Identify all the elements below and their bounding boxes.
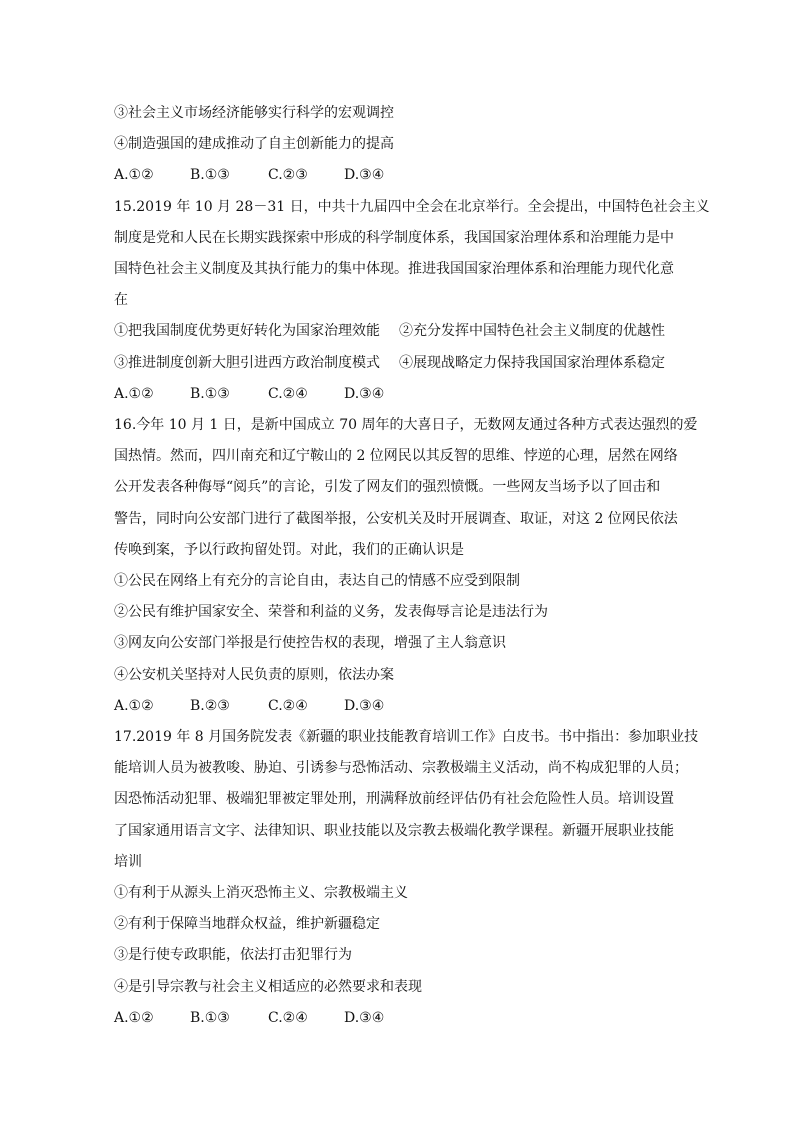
question-stem-line: 传唤到案，予以行政拘留处罚。对此，我们的正确认识是 bbox=[114, 541, 464, 558]
question-stem-line: 17.2019 年 8 月国务院发表《新疆的职业技能教育培训工作》白皮书。书中指出：参加职业技 bbox=[114, 729, 699, 746]
question-stem-line: 16.今年 10 月 1 日，是新中国成立 70 周年的大喜日子，无数网友通过各种方式表达强烈的爱 bbox=[114, 417, 698, 434]
answer-options bbox=[114, 379, 680, 410]
question-14-tail bbox=[114, 98, 680, 192]
statement-3: ③推进制度创新大胆引进西方政治制度模式 bbox=[114, 354, 380, 371]
statement-4: ④展现战略定力保持我国国家治理体系稳定 bbox=[399, 354, 665, 371]
option-c: C.②④ bbox=[268, 385, 308, 402]
question-stem-line: 公开发表各种侮辱“阅兵”的言论，引发了网友们的强烈愤慨。一些网友当场予以了回击和 bbox=[114, 479, 661, 496]
question-stem-line: 在 bbox=[114, 292, 128, 309]
question-17 bbox=[114, 722, 699, 1034]
option-b: B.①③ bbox=[190, 167, 230, 184]
question-16 bbox=[114, 410, 698, 722]
question-stem-line: 国特色社会主义制度及其执行能力的集中体现。推进我国国家治理体系和治理能力现代化意 bbox=[114, 261, 674, 278]
option-d: D.③④ bbox=[344, 697, 385, 714]
statement-1: ①公民在网络上有充分的言论自由，表达自己的情感不应受到限制 bbox=[114, 573, 520, 590]
statement-row bbox=[114, 348, 680, 379]
statement-1: ①有利于从源头上消灭恐怖主义、宗教极端主义 bbox=[114, 885, 408, 902]
statement-3: ③网友向公安部门举报是行使控告权的表现，增强了主人翁意识 bbox=[114, 635, 506, 652]
option-c: C.②③ bbox=[268, 167, 308, 184]
statement-3: ③社会主义市场经济能够实行科学的宏观调控 bbox=[114, 105, 394, 121]
question-stem-line: 因恐怖活动犯罪、极端犯罪被定罪处刑，刑满释放前经评估仍有社会危险性人员。培训设置 bbox=[114, 791, 674, 808]
question-stem-line: 警告，同时向公安部门进行了截图举报，公安机关及时开展调查、取证，对这 2 位网民依法 bbox=[114, 510, 678, 527]
option-a: A.①② bbox=[114, 697, 154, 714]
option-a: A.①② bbox=[114, 385, 154, 402]
option-a: A.①② bbox=[114, 167, 154, 184]
question-stem-line: 了国家通用语言文字、法律知识、职业技能以及宗教去极端化教学课程。新疆开展职业技能 bbox=[114, 822, 674, 839]
answer-options bbox=[114, 160, 680, 191]
statement-row bbox=[114, 316, 680, 347]
question-stem-line: 国热情。然而，四川南充和辽宁鞍山的 2 位网民以其反智的思维、悖逆的心理，居然在网络 bbox=[114, 448, 678, 465]
option-b: B.①③ bbox=[190, 1009, 230, 1026]
option-d: D.③④ bbox=[344, 167, 385, 184]
answer-options bbox=[114, 1003, 680, 1034]
question-stem-line: 15.2019 年 10 月 28－31 日，中共十九届四中全会在北京举行。全会提出，中国特色社会主义 bbox=[114, 198, 710, 215]
statement-2: ②充分发挥中国特色社会主义制度的优越性 bbox=[399, 323, 665, 340]
statement-4: ④公安机关坚持对人民负责的原则，依法办案 bbox=[114, 666, 394, 683]
option-b: B.②③ bbox=[190, 697, 230, 714]
statement-2: ②公民有维护国家安全、荣誉和利益的义务，发表侮辱言论是违法行为 bbox=[114, 604, 548, 621]
question-15 bbox=[114, 192, 710, 410]
question-stem-line: 制度是党和人民在长期实践探索中形成的科学制度体系，我国国家治理体系和治理能力是中 bbox=[114, 229, 674, 246]
exam-page bbox=[114, 98, 710, 1034]
option-d: D.③④ bbox=[344, 385, 385, 402]
answer-options bbox=[114, 691, 680, 722]
option-b: B.①③ bbox=[190, 385, 230, 402]
question-stem-line: 能培训人员为被教唆、胁迫、引诱参与恐怖活动、宗教极端主义活动，尚不构成犯罪的人员； bbox=[114, 760, 688, 777]
statement-4: ④制造强国的建成推动了自主创新能力的提高 bbox=[114, 136, 394, 153]
option-a: A.①② bbox=[114, 1009, 154, 1026]
option-c: C.②④ bbox=[268, 697, 308, 714]
question-stem-line: 培训 bbox=[114, 853, 142, 870]
statement-1: ①把我国制度优势更好转化为国家治理效能 bbox=[114, 323, 380, 340]
statement-2: ②有利于保障当地群众权益，维护新疆稳定 bbox=[114, 916, 380, 933]
statement-4: ④是引导宗教与社会主义相适应的必然要求和表现 bbox=[114, 978, 422, 995]
statement-3: ③是行使专政职能，依法打击犯罪行为 bbox=[114, 947, 352, 964]
option-d: D.③④ bbox=[344, 1009, 385, 1026]
option-c: C.②④ bbox=[268, 1009, 308, 1026]
